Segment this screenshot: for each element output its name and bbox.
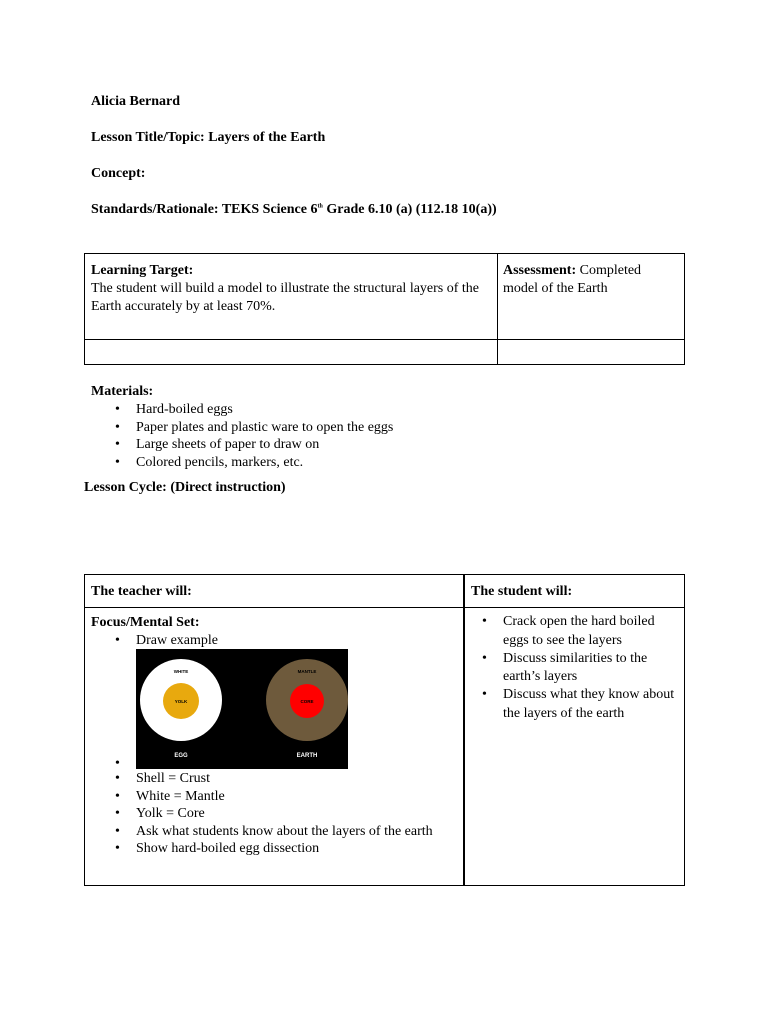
assessment-text: Completed model of the Earth <box>503 263 642 296</box>
assessment-cell <box>498 254 685 340</box>
focus-heading: Focus/Mental Set: <box>91 615 200 630</box>
material-item: • Colored pencils, markers, etc. <box>136 454 636 472</box>
egg-earth-diagram <box>136 649 348 769</box>
material-item: • Hard-boiled eggs <box>136 401 636 419</box>
learning-target-label: Learning Target: <box>91 263 194 278</box>
material-item: • Large sheets of paper to draw on <box>136 436 636 454</box>
student-list <box>503 613 678 723</box>
teacher-header-cell <box>85 575 465 608</box>
teacher-list <box>136 755 436 858</box>
earth-caption: EARTH <box>296 753 318 759</box>
student-item: • Crack open the hard boiled eggs to see the layers <box>503 613 678 650</box>
standards-ordinal: th <box>317 203 323 210</box>
egg-white-label: WHITE <box>173 669 189 674</box>
teacher-item: • White = Mantle <box>136 788 436 806</box>
student-header: The student will: <box>471 584 573 599</box>
teacher-item: • Draw example <box>136 632 436 650</box>
earth-mantle-label: MANTLE <box>297 669 317 674</box>
standards-prefix: Standards/Rationale: TEKS Science 6 <box>91 202 318 217</box>
materials-heading: Materials: <box>91 384 154 399</box>
teacher-item: • Yolk = Core <box>136 805 436 823</box>
student-item: • Discuss similarities to the earth’s layers <box>503 650 678 686</box>
student-header-cell <box>464 575 685 608</box>
teacher-item <box>136 755 436 770</box>
egg-caption: EGG <box>174 753 188 759</box>
lesson-cycle-heading: Lesson Cycle: (Direct instruction) <box>84 480 286 495</box>
egg-yolk-label: YOLK <box>174 699 188 704</box>
materials-list <box>136 401 636 471</box>
author-name: Alicia Bernard <box>91 94 181 109</box>
concept-label: Concept: <box>91 166 146 181</box>
material-item: • Paper plates and plastic ware to open the eggs <box>136 419 636 437</box>
teacher-item: • Shell = Crust <box>136 770 436 788</box>
teacher-item: • Show hard-boiled egg dissection <box>136 840 436 858</box>
teacher-header: The teacher will: <box>91 584 192 599</box>
earth-core-label: CORE <box>300 699 314 704</box>
student-item: • Discuss what they know about the layers of the earth <box>503 686 678 723</box>
empty-cell-right <box>498 340 685 365</box>
empty-cell-left <box>85 340 498 365</box>
lesson-title: Lesson Title/Topic: Layers of the Earth <box>91 130 326 145</box>
learning-target-cell <box>85 254 498 340</box>
assessment-label: Assessment: <box>503 263 577 278</box>
standards-suffix: Grade 6.10 (a) (112.18 10(a)) <box>322 202 497 217</box>
teacher-item: • Ask what students know about the layers of the earth <box>136 823 436 841</box>
learning-target-table <box>84 253 685 365</box>
teacher-first-list <box>136 632 436 650</box>
learning-target-text: The student will build a model to illustrate the structural layers of the Earth accurately by at least 70%. <box>91 281 480 314</box>
standards-line <box>91 202 497 218</box>
